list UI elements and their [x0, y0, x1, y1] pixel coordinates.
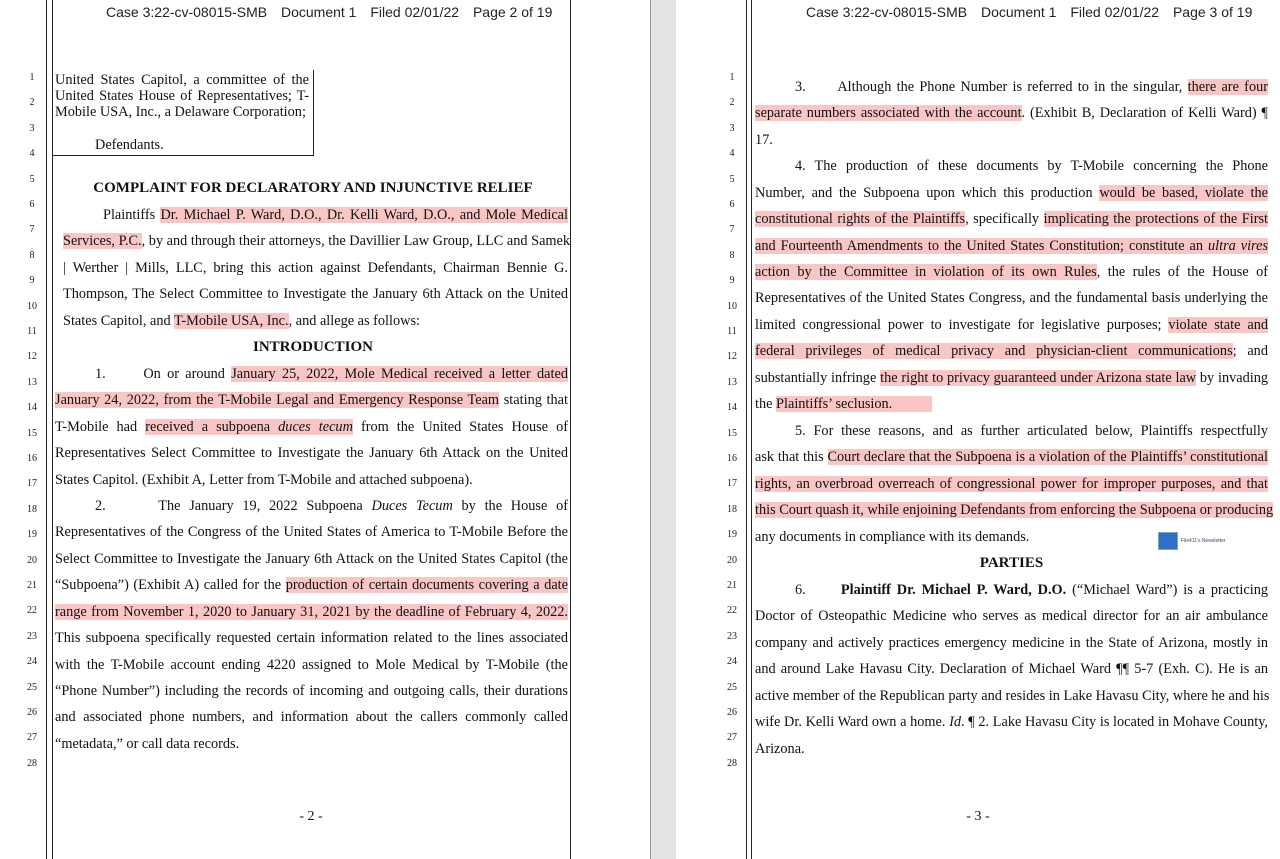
text-line: and associated phone numbers, and information about the callers commonly called: [55, 709, 568, 725]
line-number: 1: [29, 72, 35, 83]
newsletter-icon: [1158, 532, 1178, 550]
line-number: 22: [27, 605, 37, 617]
line-number: 6: [729, 199, 735, 210]
text-line: Number, and the Subpoena upon which this production would be based, violate the: [755, 185, 1269, 201]
page-header: [106, 4, 562, 20]
line-number: 26: [727, 707, 737, 718]
complaint-title: COMPLAINT FOR DECLARATORY AND INJUNCTIVE RELIEF: [93, 180, 533, 196]
newsletter-badge[interactable]: [1158, 532, 1226, 550]
caption-line: Mobile USA, Inc., a Delaware Corporation;: [55, 104, 306, 120]
line-number: 23: [727, 630, 737, 642]
margin-rule: [570, 0, 571, 859]
page-indicator: Page 2 of 19: [472, 4, 553, 20]
line-number: 19: [727, 529, 737, 541]
margin-rule: [751, 0, 752, 859]
line-number: 3: [29, 122, 35, 134]
text-line: ask that this Court declare that the Subpoena is a violation of the Plaintiffs’ constitutional: [755, 449, 1268, 465]
line-number: 7: [729, 224, 735, 236]
line-number: 3: [729, 122, 735, 134]
defendants-label: Defendants.: [95, 137, 164, 153]
text-line: “Phone Number”) including the records of incoming and outgoing calls, their durations: [55, 683, 568, 699]
line-number: 10: [727, 300, 737, 312]
case-number: Case 3:22-cv-08015-SMB: [806, 4, 968, 20]
line-number: 24: [727, 656, 737, 668]
text-line: the Plaintiffs’ seclusion.: [755, 396, 932, 412]
line-number: 14: [727, 402, 737, 414]
line-number: 17: [27, 478, 37, 490]
newsletter-label: File411's Newsletter: [1181, 538, 1226, 544]
text-line: States Capitol, and T-Mobile USA, Inc., and allege as follows:: [63, 313, 420, 329]
line-number: 8: [29, 249, 35, 261]
text-line: 2. The January 19, 2022 Subpoena Duces Tecum by the House of: [95, 498, 568, 514]
line-number: 6: [29, 199, 35, 210]
line-number: 18: [27, 503, 37, 515]
line-number: 7: [29, 224, 35, 236]
line-number: 24: [27, 656, 37, 668]
document-number: Document 1: [980, 4, 1057, 20]
line-number: 8: [729, 249, 735, 261]
margin-rule: [46, 0, 47, 859]
text-line: 3. Although the Phone Number is referred to in the singular, there are four: [795, 79, 1269, 95]
text-line: Arizona.: [755, 741, 805, 757]
text-line: January 24, 2022, from the T-Mobile Legal and Emergency Response Team stating that: [55, 392, 568, 408]
text-line: Representatives Select Committee to Investigate the January 6th Attack on the United: [55, 445, 568, 461]
text-line: any documents in compliance with its demands.: [755, 529, 1030, 545]
page-indicator: Page 3 of 19: [1172, 4, 1253, 20]
line-number: 18: [727, 503, 737, 515]
text-line: T-Mobile had received a subpoena duces tecum from the United States House of: [55, 419, 568, 435]
text-line: with the T-Mobile account ending 4220 assigned to Mole Medical by T-Mobile (the: [55, 657, 568, 673]
text-line: States Capitol. (Exhibit A, Letter from T-Mobile and attached subpoena).: [55, 472, 473, 488]
line-number: 9: [29, 275, 35, 287]
text-line: and around Lake Havasu City. Declaration of Michael Ward ¶¶ 5-7 (Exh. C). He is an: [755, 661, 1268, 677]
text-line: and Fourteenth Amendments to the United States Constitution; constitute an ultra vires: [755, 238, 1269, 254]
text-line: 1. On or around January 25, 2022, Mole Medical received a letter dated: [95, 366, 568, 382]
text-line: company and actively practices emergency medicine in the State of Arizona, mostly in: [755, 635, 1268, 651]
line-number: 15: [727, 427, 737, 439]
line-number: 5: [29, 173, 35, 185]
text-line: 6. Plaintiff Dr. Michael P. Ward, D.O. (“Michael Ward”) is a practicing: [795, 582, 1268, 598]
case-caption: [53, 70, 314, 156]
text-line: constitutional rights of the Plaintiffs, specifically implicating the protections of the First: [755, 211, 1269, 227]
line-number: 19: [27, 529, 37, 541]
line-number: 13: [727, 376, 737, 388]
text-line: action by the Committee in violation of its own Rules, the rules of the House of: [755, 264, 1269, 280]
line-number: 15: [27, 427, 37, 439]
line-number: 25: [27, 681, 37, 693]
document-number: Document 1: [280, 4, 357, 20]
text-line: rights, an overbroad overreach of congressional power for improper purposes, and that: [755, 476, 1268, 492]
text-line: 4. The production of these documents by T-Mobile concerning the Phone: [795, 158, 1268, 174]
line-number: 20: [727, 554, 737, 566]
parties-heading: PARTIES: [979, 555, 1044, 571]
text-line: wife Dr. Kelli Ward own a home. Id. ¶ 2. Lake Havasu City is located in Mohave County,: [755, 714, 1269, 730]
line-number: 23: [27, 630, 37, 642]
line-number: 16: [727, 453, 737, 464]
text-line: active member of the Republican party and resides in Lake Havasu City, where he and his: [755, 688, 1270, 704]
line-number: 27: [27, 732, 37, 744]
line-number: 14: [27, 402, 37, 414]
caption-line: United States House of Representatives; T-: [55, 88, 309, 104]
text-line: Representatives of the United States Congress, and the fundamental basis underlying the: [755, 290, 1268, 306]
caption-line: United States Capitol, a committee of the: [55, 72, 309, 88]
text-line: separate numbers associated with the account. (Exhibit B, Declaration of Kelli Ward) ¶: [755, 105, 1268, 121]
line-number: 26: [27, 707, 37, 718]
line-number: 17: [727, 478, 737, 490]
introduction-heading: INTRODUCTION: [252, 339, 373, 355]
text-line: Thompson, The Select Committee to Investigate the January 6th Attack on the United: [63, 286, 568, 302]
text-line: Representatives of the Congress of the United States of America to T-Mobile Before the: [55, 524, 568, 540]
page-footer: - 3 -: [966, 809, 990, 824]
line-number: 11: [27, 326, 37, 337]
line-number: 5: [729, 173, 735, 185]
text-line: 5. For these reasons, and as further articulated below, Plaintiffs respectfully: [795, 423, 1268, 439]
text-line: federal privileges of medical privacy and physician-client communications; and: [755, 343, 1268, 359]
line-number: 2: [29, 97, 35, 109]
text-line: substantially infringe the right to privacy guaranteed under Arizona state law by invading: [755, 370, 1269, 386]
line-number: 4: [729, 148, 735, 160]
document-page-3: [676, 0, 1280, 859]
line-number: 21: [727, 580, 737, 591]
line-number: 16: [27, 453, 37, 464]
line-number: 12: [27, 351, 37, 363]
line-number: 9: [729, 275, 735, 287]
line-number: 11: [727, 326, 737, 337]
filed-date: Filed 02/01/22: [370, 4, 460, 20]
text-line: range from November 1, 2020 to January 31, 2021 by the deadline of February 4, 2022.: [55, 604, 568, 620]
line-number: 13: [27, 376, 37, 388]
text-line: Plaintiffs Dr. Michael P. Ward, D.O., Dr. Kelli Ward, D.O., and Mole Medical: [103, 207, 568, 223]
text-line: this Court quash it, while enjoining Defendants from enforcing the Subpoena or producing: [755, 502, 1274, 518]
margin-rule: [746, 0, 747, 859]
line-number: 2: [729, 97, 735, 109]
text-line: This subpoena specifically requested certain information related to the lines associated: [55, 630, 568, 646]
page-header: [806, 4, 1262, 20]
line-number: 22: [727, 605, 737, 617]
text-line: “Subpoena”) (Exhibit A) called for the production of certain documents covering a date: [55, 577, 568, 593]
line-number: 28: [27, 757, 37, 769]
line-number: 27: [727, 732, 737, 744]
line-number: 1: [729, 72, 735, 83]
line-number: 12: [727, 351, 737, 363]
line-number: 10: [27, 300, 37, 312]
case-number: Case 3:22-cv-08015-SMB: [106, 4, 268, 20]
text-line: “metadata,” or call data records.: [55, 736, 240, 752]
text-line: Select Committee to Investigate the January 6th Attack on the United States Capitol (the: [55, 551, 568, 567]
line-number: 28: [727, 757, 737, 769]
text-line: Services, P.C., by and through their attorneys, the Davillier Law Group, LLC and Samek: [63, 233, 571, 249]
line-number: 20: [27, 554, 37, 566]
line-number: 21: [27, 580, 37, 591]
filed-date: Filed 02/01/22: [1070, 4, 1160, 20]
page-footer: - 2 -: [299, 809, 323, 824]
text-line: 17.: [755, 132, 773, 148]
line-number: 25: [727, 681, 737, 693]
text-line: limited congressional power to investigate for legislative purposes; violate state and: [755, 317, 1268, 333]
text-line: Doctor of Osteopathic Medicine who serves as medical director for an air ambulance: [755, 608, 1268, 624]
text-line: | Werther | Mills, LLC, bring this action against Defendants, Chairman Bennie G.: [63, 260, 568, 276]
line-number: 4: [29, 148, 35, 160]
